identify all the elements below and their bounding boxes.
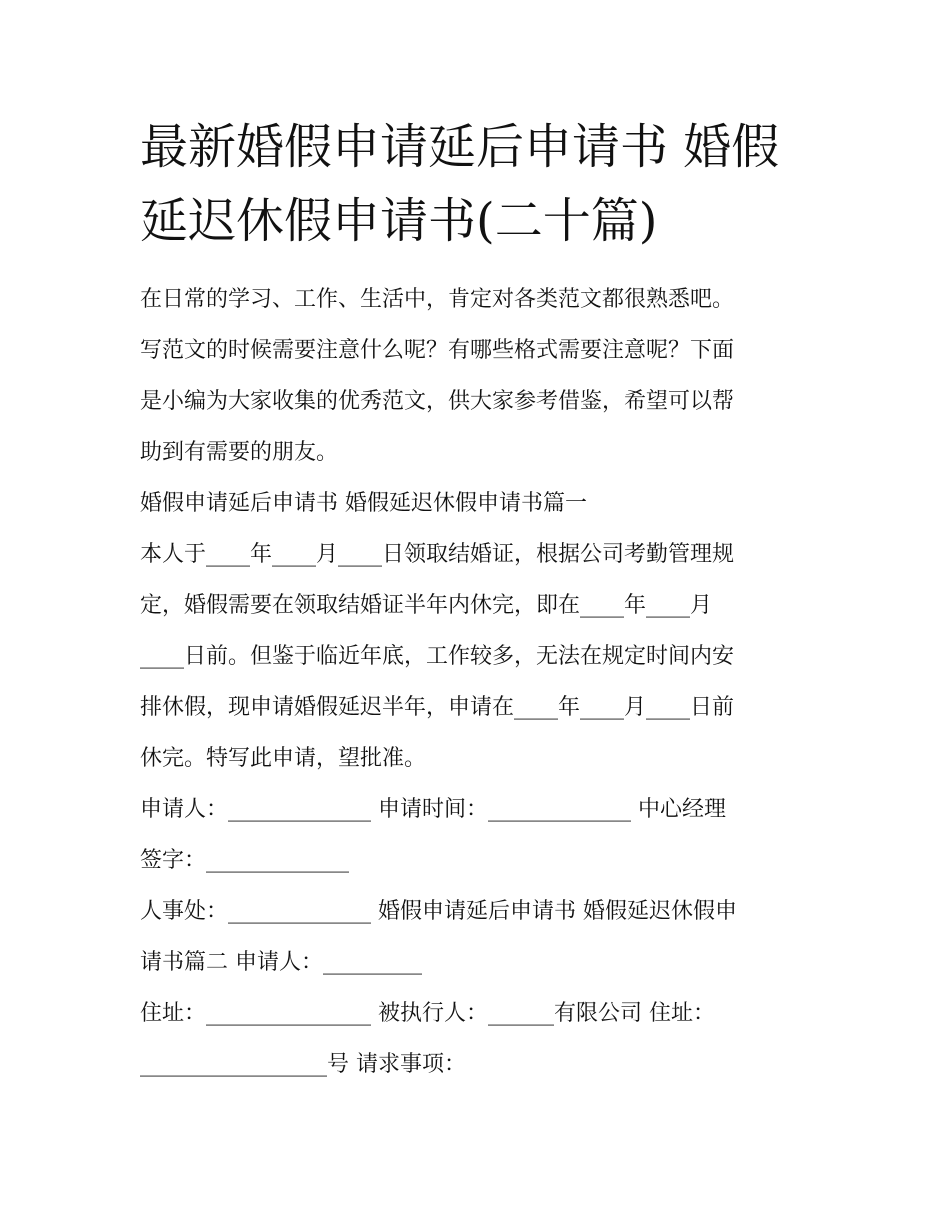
- hr-line: 人事处：_____________ 婚假申请延后申请书 婚假延迟休假申: [140, 899, 737, 924]
- signature-line-2: 签字：_____________: [140, 848, 350, 873]
- body-line-10: 休完。特写此申请，望批准。: [140, 746, 427, 771]
- body-line-3: 是小编为大家收集的优秀范文，供大家参考借鉴，希望可以帮: [140, 389, 735, 414]
- signature-line-1: 申请人：_____________ 申请时间：_____________ 中心经理: [140, 797, 726, 822]
- address-line-1: 住址：_______________ 被执行人：______有限公司 住址：: [140, 1001, 715, 1026]
- body-line-4: 助到有需要的朋友。: [140, 440, 339, 465]
- body-line-9: 排休假，现申请婚假延迟半年，申请在____年____月____日前: [140, 695, 735, 720]
- body-line-2: 写范文的时候需要注意什么呢？有哪些格式需要注意呢？下面: [140, 338, 735, 363]
- title-line-2: 延迟休假申请书(二十篇): [140, 193, 658, 249]
- title-line-1: 最新婚假申请延后申请书 婚假: [140, 119, 780, 175]
- section-heading-1: 婚假申请延后申请书 婚假延迟休假申请书篇一: [140, 491, 587, 516]
- body-line-1: 在日常的学习、工作、生活中，肯定对各类范文都很熟悉吧。: [140, 287, 735, 312]
- document-title: [140, 110, 820, 258]
- address-line-2: _________________号 请求事项：: [140, 1052, 466, 1077]
- document-body: [140, 274, 820, 1090]
- body-line-14: 请书篇二 申请人：_________: [140, 950, 422, 975]
- body-line-7: 定，婚假需要在领取结婚证半年内休完，即在____年____月: [140, 593, 713, 618]
- body-line-6: 本人于____年____月____日领取结婚证，根据公司考勤管理规: [140, 542, 735, 567]
- body-line-8: ____日前。但鉴于临近年底，工作较多，无法在规定时间内安: [140, 644, 735, 669]
